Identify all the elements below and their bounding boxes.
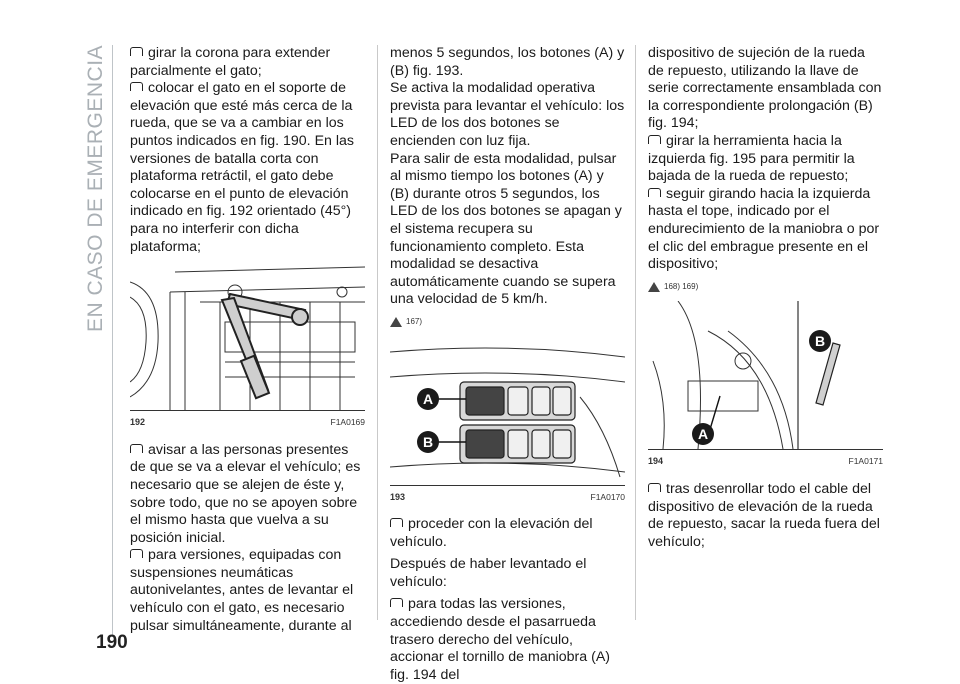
- bullet-icon: [648, 188, 661, 197]
- paragraph: menos 5 segundos, los botones (A) y (B) fig. 193.: [390, 45, 625, 79]
- label-a: A: [697, 426, 709, 443]
- figure-caption: 192 F1A0169: [130, 417, 365, 428]
- warning-triangle-icon: [390, 317, 402, 327]
- column-3: [648, 45, 883, 551]
- bullet-item: tras desenrollar todo el cable del dispositivo de elevación de la rueda de repuesto, sacar la rueda fuera del vehículo;: [648, 480, 880, 550]
- bullet-item: avisar a las personas presentes de que se va a elevar el vehículo; es necesario que se alejen de éste y, sobre todo, que no se apoyen sobre el mismo hasta que vuelva a su posición inicial.: [130, 441, 361, 546]
- bullet-icon: [390, 518, 403, 527]
- bullet-item: colocar el gato en el soporte de elevación que esté más cerca de la rueda, que se va a cambiar en los puntos indicados en fig. 190. En las versiones de batalla corta con plataforma retráctil, el gato debe colocarse en el punto de elevación indicado en fig. 192 orientado (45°) para no interferir con dicha plataforma;: [130, 80, 355, 255]
- figure-caption: 194 F1A0171: [648, 456, 883, 467]
- figure-caption: 193 F1A0170: [390, 491, 625, 502]
- bullet-icon: [648, 135, 661, 144]
- jack-illustration: [130, 262, 365, 410]
- figure-192: [130, 262, 365, 411]
- bullet-item: seguir girando hacia la izquierda hasta el tope, indicado por el endurecimiento de la maniobra o por el clic del embrague presente en el dispositivo;: [648, 185, 880, 273]
- bullet-item: para versiones, equipadas con suspensiones neumáticas autonivelantes, antes de levantar el vehículo con el gato, es necesario pulsar simultáneamente, durante al: [130, 547, 354, 634]
- section-divider: [112, 45, 113, 635]
- bullet-item: para todas las versiones, accediendo desde el pasarrueda trasero derecho del vehículo, accionar el tornillo de maniobra (A) fig. 194 del: [390, 596, 611, 683]
- column-divider: [377, 45, 378, 620]
- figure-193: [390, 337, 625, 486]
- page-number: 190: [96, 632, 128, 653]
- label-a: A: [422, 390, 434, 407]
- section-title: EN CASO DE EMERGENCIA: [84, 44, 107, 332]
- bullet-icon: [130, 82, 143, 91]
- bullet-item: girar la corona para extender parcialmente el gato;: [130, 45, 331, 79]
- figure-194: [648, 301, 883, 450]
- column-1: [130, 45, 365, 635]
- warning-reference: 168) 169): [648, 278, 883, 296]
- warning-triangle-icon: [648, 282, 660, 292]
- paragraph: dispositivo de sujeción de la rueda de repuesto, utilizando la llave de serie correctamente ensamblada con la correspondiente prolongación (B) fig. 194;: [648, 45, 882, 132]
- bullet-item: girar la herramienta hacia la izquierda fig. 195 para permitir la bajada de la rueda de repuesto;: [648, 132, 855, 185]
- label-b: B: [814, 333, 826, 350]
- bullet-item: proceder con la elevación del vehículo.: [390, 516, 593, 550]
- column-divider: [635, 45, 636, 620]
- bullet-icon: [390, 598, 403, 607]
- bullet-icon: [130, 47, 143, 56]
- paragraph: Se activa la modalidad operativa prevista para levantar el vehículo: los LED de los dos botones se encienden con luz fija.: [390, 80, 625, 149]
- bullet-icon: [648, 483, 661, 492]
- warning-reference: 167): [390, 313, 625, 331]
- buttons-illustration: [390, 337, 625, 485]
- paragraph: Después de haber levantado el vehículo:: [390, 556, 587, 590]
- paragraph: Para salir de esta modalidad, pulsar al mismo tiempo los botones (A) y (B) durante otros 5 segundos, los LED de los dos botones se apagan y el sistema recupera su funcionamiento completo. Esta modalidad se desactiva automáticamente cuando se supera una velocidad de 5 km/h.: [390, 150, 622, 308]
- spare-wheel-illustration: [648, 301, 883, 449]
- bullet-icon: [130, 549, 143, 558]
- column-2: [390, 45, 625, 684]
- bullet-icon: [130, 444, 143, 453]
- label-b: B: [422, 433, 434, 450]
